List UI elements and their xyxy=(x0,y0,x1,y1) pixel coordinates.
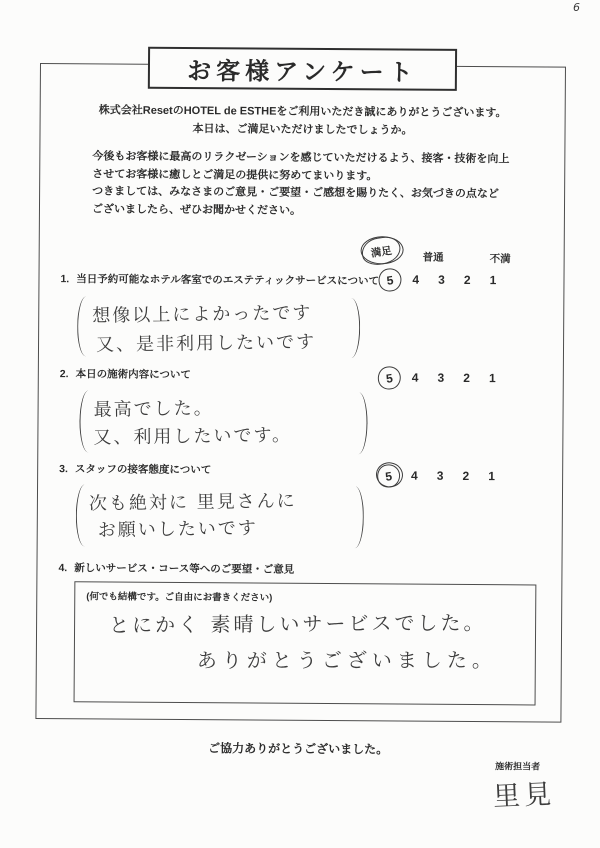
intro-paragraph-line: 今後もお客様に最高のリラクゼーションを感じていただけるよう、接客・技術を向上 xyxy=(92,150,510,166)
question-2-text: 本日の施術内容について xyxy=(75,368,191,382)
page-title: お客様アンケート xyxy=(187,57,418,87)
rating-1: 1 xyxy=(488,371,496,386)
intro-paragraph-line: つきましては、みなさまのご意見・ご要望・ご感想を賜りたく、お気づきの点など xyxy=(92,185,499,201)
question-3-text: スタッフの接客態度について xyxy=(74,463,212,477)
question-1-number: 1. xyxy=(60,273,70,286)
rating-header-satisfied: 満足 xyxy=(370,244,393,260)
question-3-number: 3. xyxy=(59,463,68,476)
question-4-text: 新しいサービス・コース等へのご要望・ご意見 xyxy=(74,562,295,576)
rating-2: 2 xyxy=(462,468,470,484)
question-3-scale xyxy=(377,464,503,488)
question-1-text: 当日予約可能なホテル客室でのエステティックサービスについて xyxy=(76,273,380,288)
comment-handwritten-line: とにかく 素晴しいサービスでした。 xyxy=(109,610,487,638)
greeting-line-2: 本日は、ご満足いただけましたでしょうか。 xyxy=(192,123,413,137)
question-2-answer-line: 又、利用したいです。 xyxy=(93,424,293,449)
question-1-label xyxy=(60,271,379,288)
question-1-scale xyxy=(378,268,504,292)
question-2-label xyxy=(60,366,191,382)
rating-3: 3 xyxy=(437,370,445,385)
rating-4: 4 xyxy=(411,370,419,385)
rating-3: 3 xyxy=(436,468,444,483)
rating-5-circled: 5 xyxy=(376,463,402,489)
question-4-number: 4. xyxy=(58,562,68,575)
greeting-line-1: 株式会社ResetのHOTEL de ESTHEをご利用いただき誠にありがとうございます。 xyxy=(98,104,507,120)
intro-paragraph-line: ございましたら、ぜひお聞かせください。 xyxy=(91,202,302,217)
rating-5-circled: 5 xyxy=(377,267,403,293)
handwritten-page-number: 6 xyxy=(573,1,580,14)
staff-in-charge-label: 施術担当者 xyxy=(495,761,541,772)
footer-closing-text: ご協力ありがとうございました。 xyxy=(208,741,389,757)
rating-4: 4 xyxy=(410,468,418,483)
comment-handwritten-line: ありがとうございました。 xyxy=(196,647,497,673)
free-comment-box xyxy=(74,581,537,705)
intro-paragraph-line: させてお客様に癒しとご満足の提供に努めてまいります。 xyxy=(92,167,378,182)
rating-3: 3 xyxy=(438,272,445,287)
staff-signature: 里見 xyxy=(492,779,556,813)
question-3-label xyxy=(59,461,211,477)
question-4-label xyxy=(58,560,294,577)
question-2-scale xyxy=(378,366,504,390)
form-title-box xyxy=(148,47,457,91)
rating-1: 1 xyxy=(489,273,497,288)
rating-1: 1 xyxy=(488,469,496,484)
rating-2: 2 xyxy=(463,272,471,288)
rating-header-dissatisfied: 不満 xyxy=(489,253,511,266)
rating-2: 2 xyxy=(463,370,470,386)
question-2-number: 2. xyxy=(59,368,69,381)
intro-paragraph xyxy=(92,148,522,221)
rating-4: 4 xyxy=(412,272,420,287)
question-3-answer-line: 次も絶対に 里見さんに xyxy=(88,490,297,515)
question-1-answer-line: 又、是非利用したいです xyxy=(95,331,317,356)
question-1-answer-line: 想像以上によかったです xyxy=(92,302,313,327)
comment-box-hint: (何でも結構です。ご自由にお書きください) xyxy=(86,591,273,604)
rating-header-neutral: 普通 xyxy=(422,251,444,264)
question-3-answer-line: お願いしたいです xyxy=(97,517,258,542)
question-2-answer-line: 最高でした。 xyxy=(93,397,214,421)
rating-5-circled: 5 xyxy=(376,365,402,391)
